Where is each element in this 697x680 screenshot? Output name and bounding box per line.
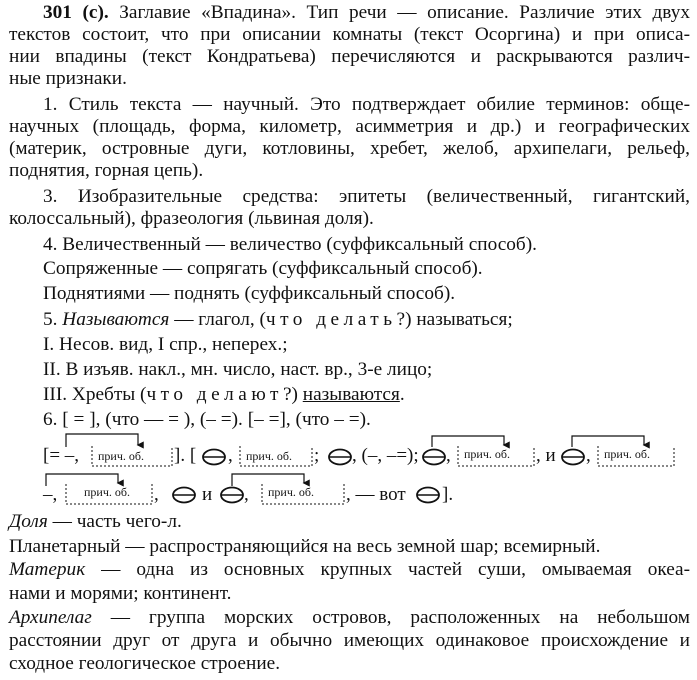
dolya-word: Доля [9,511,48,532]
schema-r1-t5: , (–, –=); [352,445,419,466]
point1-line-2: научных (площадь, форма, километр, асимметрия и др.) и географических [9,116,690,137]
noun-oval-6 [221,488,243,503]
point4-line-3: Поднятиями — поднять (суффиксальный способ). [43,283,456,304]
schema-r1-t3: , [228,445,233,466]
intro-line-4: ные признаки. [9,68,127,89]
participle-box-5 [46,474,152,504]
point5-l4-start: III. Хребты ( [43,384,147,405]
materik-line-2: нами и морями; континент. [9,583,232,604]
participle-box-6 [232,474,344,504]
intro-text-1: Заглавие «Впадина». Тип речи — описание. Различие этих двух [119,2,691,23]
point6-line-1: 6. [ = ], (что — = ), (– =). [– =], (что – =). [43,409,371,430]
point1-line-4: поднятия, горная цепь). [9,160,204,181]
arhipelag-line-1 [9,607,690,629]
schema-r2-t4: , [244,484,249,505]
point3-line-1: 3. Изобразительные средства: эпитеты (величественный, гигантский, [43,186,690,207]
participle-label-1: прич. об. [98,449,144,463]
participle-label-3: прич. об. [464,447,510,461]
exercise-number: 301 (c). [43,2,109,23]
noun-oval-5 [173,488,195,503]
point3-line-2: колоссальный), фразеология (львиная доля). [9,208,374,229]
schema-r2-t1: –, [43,484,58,505]
point5-l4-word: называются [302,384,400,405]
planet-line: Планетарный — распространяющийся на весь земной шар; всемирный. [9,536,601,557]
schema-r1-t7: , и [536,445,556,466]
materik-line-1 [9,559,690,581]
point4-line-1: 4. Величественный — величество (суффиксальный способ). [43,234,537,255]
schema-r2-t3: и [202,484,213,505]
dolya-rest: — часть чего-л. [47,511,182,532]
participle-label-2: прич. об. [246,449,292,463]
arrow-3 [572,436,644,447]
point5-word: Называются [62,309,170,330]
point5-end: ?) называться; [396,309,513,330]
arrow-2 [432,436,504,447]
noun-oval-4 [562,450,584,465]
dolya-line [9,511,690,533]
noun-oval-3 [423,450,445,465]
intro-line-3: нии впадины (текст Кондратьева) перечисляются и раскрываются различ- [9,46,690,67]
point5-line-3: II. В изъяв. накл., мн. число, наст. вр., 3-е лицо; [43,359,433,380]
point5-line-2: I. Несов. вид, I спр., неперех.; [43,334,288,355]
noun-oval-7 [417,488,439,503]
schema-r1-t6: , [446,445,451,466]
schema-r1-t8: , [586,445,591,466]
participle-box-2 [240,446,312,466]
participle-label-4: прич. об. [604,447,650,461]
noun-oval-2 [329,450,351,465]
schema-r1-t4: ; [314,445,320,466]
participle-label-5: прич. об. [84,485,130,499]
arhipelag-text-1: — группа морских островов, расположенных на небольшом [91,607,690,628]
arhipelag-line-3: сходное геологическое строение. [9,653,281,674]
point4-line-2: Сопряженные — сопрягать (суффиксальный способ). [43,258,483,279]
noun-oval-1 [203,450,225,465]
materik-text-1: — одна из основных крупных частей суши, омываемая океа- [85,559,690,580]
point1-line-1: 1. Стиль текста — научный. Это подтверждает обилие терминов: обще- [43,94,690,115]
schema-r2-t2: , [154,484,159,505]
participle-label-6: прич. об. [268,485,314,499]
participle-box-1 [66,434,172,466]
schema-r1-t1: [= –, [43,445,80,466]
schema-r2-t6: ]. [442,484,454,505]
point5-question: что делать [265,309,397,330]
point5-l4-mid: ?) [282,384,303,405]
arhipelag-line-2: расстоянии друг от друга и обычно имеющих одинаковое происхождение и [9,630,690,651]
schema-r1-t2: ]. [ [174,445,197,466]
point5-l4-end: . [399,384,405,405]
arhipelag-word: Архипелаг [9,607,92,628]
intro-line-2: текстов состоит, что при описании комнаты (текст Осоргина) и при описа- [9,24,690,45]
point1-line-3: (материк, островные дуги, котловины, хребет, желоб, архипелаги, рельеф, [9,138,690,159]
point5-number: 5. [43,309,58,330]
point5-mid: — глагол, ( [169,309,266,330]
schema-r2-t5: , — вот [346,484,406,505]
point5-l4-question: что делают [146,384,283,405]
materik-word: Материк [9,559,86,580]
